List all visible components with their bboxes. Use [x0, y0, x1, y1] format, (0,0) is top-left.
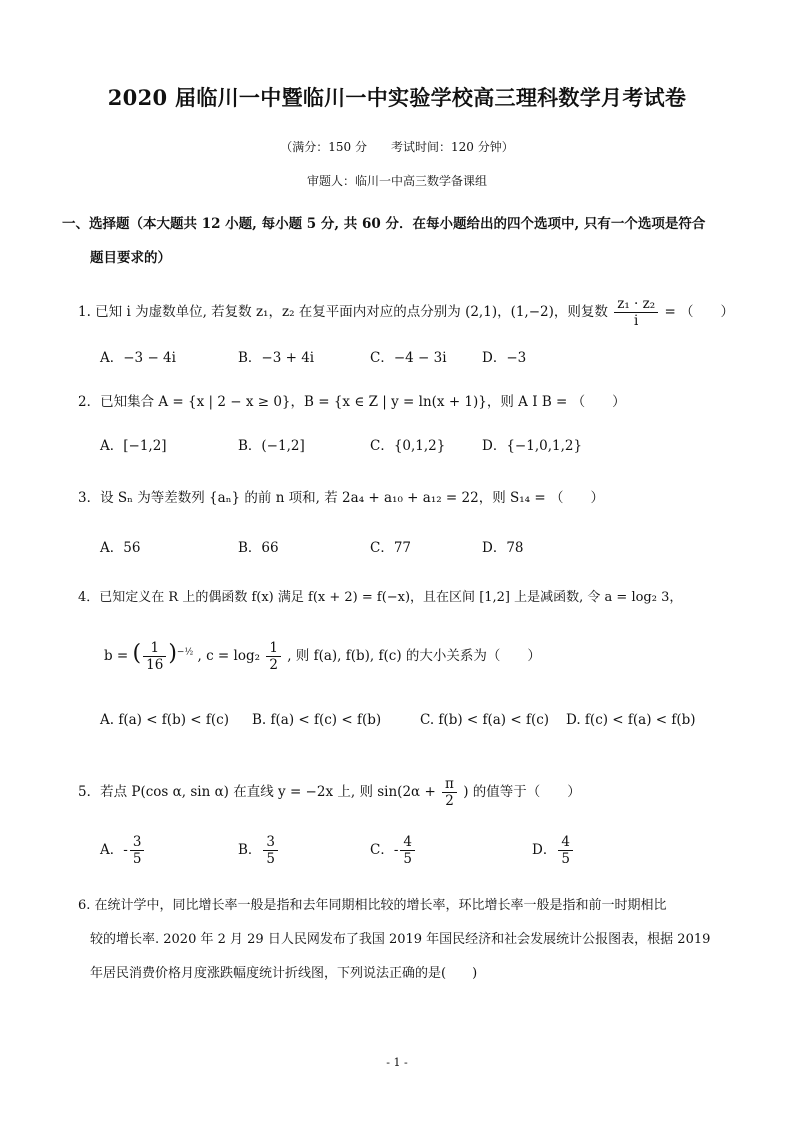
question-5-stem: 5．若点 P(cos α, sin α) 在直线 y = −2x 上, 则 sin(2α +: [78, 784, 436, 800]
option-fraction: [558, 834, 573, 867]
q3-option-b: B．66: [238, 540, 279, 556]
q1-option-d: D．−3: [482, 350, 527, 366]
fraction-numerator: 3: [130, 834, 145, 851]
fraction-denominator: 5: [403, 851, 412, 867]
question-1-tail: = （ ）: [664, 304, 735, 320]
fraction-numerator: z₁ · z₂: [614, 296, 658, 313]
option-fraction: [130, 834, 145, 867]
fraction-denominator: 5: [132, 851, 142, 867]
fraction-numerator: 1: [266, 640, 281, 657]
fraction-denominator: 5: [266, 851, 276, 867]
exam-title: 2020 届临川一中暨临川一中实验学校高三理科数学月考试卷: [107, 85, 687, 110]
question-3-stem: 3．设 Sₙ 为等差数列 {aₙ} 的前 n 项和, 若 2a₄ + a₁₀ + a₁₂ = 22，则 S₁₄ = （ ）: [78, 490, 604, 506]
question-5-ask: ) 的值等于（ ）: [463, 784, 581, 800]
question-4-stem-line2: b = ( $\frac{1}{16}$ )$^{-\frac{1}{2}}$ , c = log₂ $\frac{1}{2}$ , 则 f(a), f(b), f(c) 的大小关系为（ ）: [104, 640, 541, 673]
q5-option-b: [238, 834, 280, 867]
question-6-line3: 年居民消费价格月度涨跌幅度统计折线图，下列说法正确的是( ): [90, 966, 478, 981]
q2-option-b: B．(−1,2]: [238, 438, 305, 454]
question-6-line1: 6. 在统计学中，同比增长率一般是指和去年同期相比较的增长率，环比增长率一般是指和前一时期相比: [78, 898, 667, 913]
fraction-numerator: 1: [143, 640, 166, 657]
q3-option-a: A．56: [100, 540, 141, 556]
section-heading-line2: 题目要求的）: [90, 250, 171, 266]
q2-option-a: A．[−1,2]: [100, 438, 167, 454]
c-fraction: [266, 640, 281, 673]
b-fraction: [143, 640, 166, 673]
fraction-numerator: 4: [400, 834, 415, 851]
option-label: A．: [100, 842, 124, 858]
q1-option-c: C．−4 − 3i: [370, 350, 447, 366]
question-1: [78, 296, 735, 329]
q5-option-a: [100, 834, 146, 867]
pi-over-two-fraction: [442, 776, 457, 809]
q3-option-d: D．78: [482, 540, 524, 556]
fraction-denominator: 2: [269, 657, 278, 673]
question-4-ask: , 则 f(a), f(b), f(c) 的大小关系为（ ）: [287, 648, 541, 664]
option-sign: -: [393, 842, 399, 858]
fraction-numerator: 3: [263, 834, 278, 851]
exam-info: （满分：150 分 考试时间：120 分钟）: [280, 140, 514, 154]
q4-option-d: D. f(c) < f(a) < f(b): [566, 712, 696, 728]
option-label: B．: [238, 842, 262, 858]
q2-option-c: C．{0,1,2}: [370, 438, 446, 454]
exam-author: 审题人：临川一中高三数学备课组: [306, 174, 487, 188]
question-6-line2: 较的增长率. 2020 年 2 月 29 日人民网发布了我国 2019 年国民经济和社会发展统计公报图表，根据 2019: [90, 932, 711, 947]
question-1-fraction: [614, 296, 658, 329]
q3-option-c: C．77: [370, 540, 412, 556]
q5-option-d: [532, 834, 575, 867]
fraction-denominator: 16: [146, 657, 164, 673]
section-heading-line1: 一、选择题（本大题共 12 小题, 每小题 5 分, 共 60 分．在每小题给出的四个选项中, 只有一个选项是符合: [62, 216, 706, 232]
question-4-stem: 4．已知定义在 R 上的偶函数 f(x) 满足 f(x + 2) = f(−x)，且在区间 [1,2] 上是减函数, 令 a = log₂ 3，: [78, 590, 683, 605]
fraction-denominator: 5: [561, 851, 570, 867]
b-exponent: −½: [176, 647, 194, 658]
q4-option-c: C. f(b) < f(a) < f(c): [420, 712, 550, 728]
option-label: D．: [532, 842, 557, 858]
option-sign: -: [123, 842, 128, 858]
question-5: [78, 776, 728, 809]
q2-option-d: D．{−1,0,1,2}: [482, 438, 583, 454]
page-number: - 1 -: [386, 1056, 408, 1069]
option-fraction: [263, 834, 278, 867]
fraction-numerator: π: [442, 776, 457, 793]
q4-option-b: B. f(a) < f(c) < f(b): [252, 712, 382, 728]
question-2-stem: 2．已知集合 A = {x | 2 − x ≥ 0}，B = {x ∈ Z | y = ln(x + 1)}，则 A I B = （ ）: [78, 394, 626, 410]
c-definition-label: , c = log₂: [197, 648, 261, 664]
option-fraction: [400, 834, 415, 867]
fraction-denominator: 2: [445, 793, 454, 809]
q5-option-c: [370, 834, 417, 867]
q4-option-a: A. f(a) < f(b) < f(c): [100, 712, 229, 728]
q1-option-b: B．−3 + 4i: [238, 350, 315, 366]
question-1-stem: 1. 已知 i 为虚数单位, 若复数 z₁，z₂ 在复平面内对应的点分别为 (2,1)，(1,−2)，则复数: [78, 304, 608, 320]
fraction-denominator: i: [634, 313, 639, 329]
q1-option-a: A．−3 − 4i: [100, 350, 176, 366]
b-definition-label: b =: [104, 648, 129, 664]
option-label: C．: [370, 842, 394, 858]
fraction-numerator: 4: [558, 834, 573, 851]
